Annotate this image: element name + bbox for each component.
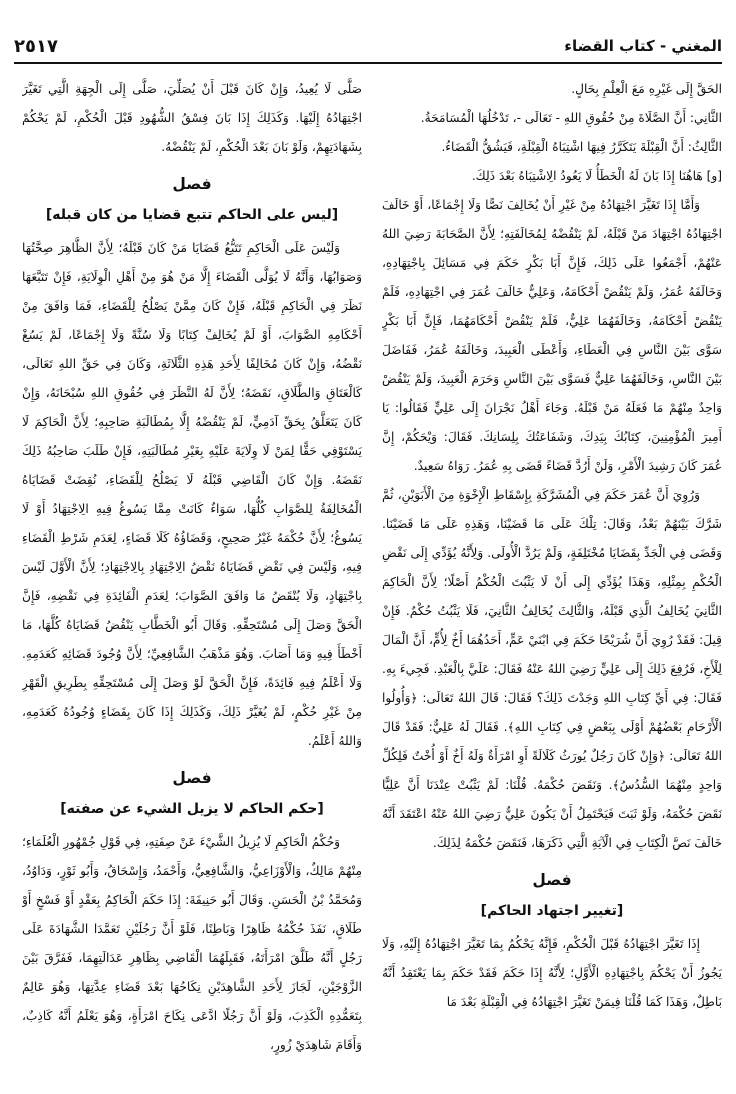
paragraph: صَلَّى لَا يُعِيدُ، وَإِنْ كَانَ قَبْلَ أَنْ يُصَلِّيَ، صَلَّى إِلَى الْجِهَةِ الَّتِي تَغَيَّرَ اجْتِهَادُهُ إِلَيْهَا. وَكَذَلِكَ إِذَا بَانَ فِسْقُ الشُّهُودِ قَبْلَ الْحُكْمِ، لَمْ يَحْكُمْ بِشَهَادَتِهِمْ، وَلَوْ بَانَ بَعْدَ الْحُكْمِ، لَمْ يَنْقُضْهُ. <box>22 82 362 154</box>
paragraph: وَأَمَّا إِذَا تَغَيَّرَ اجْتِهَادُهُ مِنْ غَيْرِ أَنْ يُخَالِفَ نَصًّا وَلَا إِجْمَاعًا، أَوْ خَالَفَ اجْتِهَادُهُ اجْتِهَادَ مَنْ قَبْلَهُ، لَمْ يَنْقُضْهُ لِمُخَالَفَتِهِ؛ لِأَنَّ الصَّحَابَةَ رَضِيَ اللهُ عَنْهُمْ، أَجْمَعُوا عَلَى ذَلِكَ، فَإِنَّ أَبَا بَكْرٍ حَكَمَ فِي مَسَائِلَ بِاجْتِهَادِهِ، وَخَالَفَهُ عُمَرُ، وَلَمْ يَنْقُضْ أَحْكَامَهُ، وَعَلِيٌّ خَالَفَ عُمَرَ فِي اجْتِهَادِهِ، فَلَمْ يَنْقُضْ أَحْكَامَهُ، وَخَالَفَهُمَا عَلِيٌّ، فَلَمْ يَنْقُضْ أَحْكَامَهُمَا، فَإِنَّ أَبَا بَكْرٍ سَوَّى بَيْنَ النَّاسِ فِي الْعَطَاءِ، وَأَعْطَى الْعَبِيدَ، وَخَالَفَهُ عُمَرُ، فَفَاضَلَ بَيْنَ النَّاسِ، وَخَالَفَهُمَا عَلِيٌّ فَسَوَّى بَيْنَ النَّاسِ وَحَرَمَ الْعَبِيدَ، وَلَمْ يَنْقُضْ وَاحِدٌ مِنْهُمْ مَا فَعَلَهُ مَنْ قَبْلَهُ. وَجَاءَ أَهْلُ نَجْرَانَ إِلَى عَلِيٍّ فَقَالُوا: يَا أَمِيرَ الْمُؤْمِنِينَ، كِتَابُكَ بِيَدِكَ، وَشَفَاعَتُكَ بِلِسَانِكَ. فَقَالَ: وَيْحَكُمْ، إِنَّ عُمَرَ كَانَ رَشِيدَ الْأَمْرِ، وَلَنْ أَرُدَّ قَضَاءً قَضَى بِهِ عُمَرُ. رَوَاهُ سَعِيدٌ. <box>382 198 722 473</box>
page-header <box>14 30 722 64</box>
right-column <box>382 75 722 1080</box>
section-heading: فصل <box>532 871 572 889</box>
section-title: [تغيير اجتهاد الحاكم] <box>480 903 624 919</box>
text-line: الثَّالِثُ: أَنَّ الْقِبْلَةَ يَتَكَرَّرُ فِيهَا اشْتِبَاهُ الْقِبْلَةِ، فَيَشُقُّ الْقَضَاءُ. <box>441 140 722 154</box>
paragraph: وَحُكْمُ الْحَاكِمِ لَا يُزِيلُ الشَّيْءَ عَنْ صِفَتِهِ، فِي قَوْلِ جُمْهُورِ الْعُلَمَاءِ؛ مِنْهُمْ مَالِكٌ، وَالْأَوْزَاعِيُّ، وَالشَّافِعِيُّ، وَأَحْمَدُ، وَإِسْحَاقُ، وَأَبُو ثَوْرٍ، وَدَاوُدُ، وَمُحَمَّدُ بْنُ الْحَسَنِ. وَقَالَ أَبُو حَنِيفَةَ: إِذَا حَكَمَ الْحَاكِمُ بِعَقْدٍ أَوْ فَسْخٍ أَوْ طَلَاقٍ، نَفَذَ حُكْمُهُ ظَاهِرًا وَبَاطِنًا، فَلَوْ أَنَّ رَجُلَيْنِ تَعَمَّدَا الشَّهَادَةَ عَلَى رَجُلٍ أَنَّهُ طَلَّقَ امْرَأَتَهُ، فَقَبِلَهُمَا الْقَاضِي بِظَاهِرِ عَدَالَتِهِمَا، فَفَرَّقَ بَيْنَ الزَّوْجَيْنِ، لَجَازَ لِأَحَدِ الشَّاهِدَيْنِ نِكَاحُهَا بَعْدَ قَضَاءِ عِدَّتِهَا، وَهُوَ عَالِمٌ بِتَعَمُّدِهِ الْكَذِبَ، وَلَوْ أَنَّ رَجُلًا ادَّعَى نِكَاحَ امْرَأَةٍ، وَهُوَ يَعْلَمُ أَنَّهُ كَاذِبٌ، وَأَقَامَ شَاهِدَيْ زُورٍ، <box>22 835 362 1052</box>
section-title: [ليس على الحاكم تتبع قضايا من كان قبله] <box>45 207 339 223</box>
text-line: [و] هَاهُنَا إِذَا بَانَ لَهُ الْخَطَأُ لَا يَعُودُ الِاشْتِبَاهُ بَعْدَ ذَلِكَ. <box>471 169 722 183</box>
paragraph: وَلَيْسَ عَلَى الْحَاكِمِ تَتَبُّعُ قَضَايَا مَنْ كَانَ قَبْلَهُ؛ لِأَنَّ الظَّاهِرَ صِحَّتُهَا وَصَوَابُهَا، وَأَنَّهُ لَا يُوَلَّى الْقَضَاءَ إِلَّا مَنْ هُوَ مِنْ أَهْلِ الْوِلَايَةِ، فَإِنْ تَتَبَّعَهَا نَظَرَ فِي الْحَاكِمِ قَبْلَهُ، فَإِنْ كَانَ مِمَّنْ يَصْلُحُ لِلْقَضَاءِ، فَمَا وَافَقَ مِنْ أَحْكَامِهِ الصَّوَابَ، أَوْ لَمْ يُخَالِفْ كِتَابًا وَلَا سُنَّةً وَلَا إِجْمَاعًا، لَمْ يَسُغْ نَقْضُهُ، وَإِنْ كَانَ مُخَالِفًا لِأَحَدِ هَذِهِ الثَّلَاثَةِ، وَكَانَ فِي حَقِّ اللهِ تَعَالَى، كَالْعَتَاقِ وَالطَّلَاقِ، نَقَضَهُ؛ لِأَنَّ لَهُ النَّظَرَ فِي حُقُوقِ اللهِ سُبْحَانَهُ، وَإِنْ كَانَ يَتَعَلَّقُ بِحَقِّ آدَمِيٍّ، لَمْ يَنْقُضْهُ إِلَّا بِمُطَالَبَةِ صَاحِبِهِ؛ لِأَنَّ الْحَاكِمَ لَا يَسْتَوْفِي حَقًّا لِمَنْ لَا وِلَايَةَ عَلَيْهِ بِغَيْرِ مُطَالَبَتِهِ، فَإِنْ طَلَبَ صَاحِبُهُ ذَلِكَ نَقَضَهُ. وَإِنْ كَانَ الْقَاضِي قَبْلَهُ لَا يَصْلُحُ لِلْقَضَاءِ، نُقِضَتْ قَضَايَاهُ الْمُخَالِفَةُ لِلصَّوَابِ كُلُّهَا، سَوَاءٌ كَانَتْ مِمَّا يَسُوغُ فِيهِ الِاجْتِهَادُ أَوْ لَا يَسُوغُ؛ لِأَنَّ حُكْمَهُ غَيْرُ صَحِيحٍ، وَقَضَاؤُهُ كَلَا قَضَاءٍ، لِعَدَمِ شَرْطِ الْقَضَاءِ فِيهِ، وَلَيْسَ فِي نَقْضِ قَضَايَاهُ نَقْضُ الِاجْتِهَادِ بِالِاجْتِهَادِ؛ لِأَنَّ الْأَوَّلَ لَيْسَ بِاجْتِهَادٍ، وَلَا يُنْقَضُ مَا وَافَقَ الصَّوَابَ؛ لِعَدَمِ الْفَائِدَةِ فِي نَقْضِهِ، فَإِنَّ الْحَقَّ وَصَلَ إِلَى مُسْتَحِقِّهِ. وَقَالَ أَبُو الْخَطَّابِ يَنْقُضُ قَضَايَاهُ كُلَّهَا، مَا أَخْطَأَ فِيهِ وَمَا أَصَابَ. وَهُوَ مَذْهَبُ الشَّافِعِيِّ؛ لِأَنَّ وُجُودَ قَضَائِهِ كَعَدَمِهِ. وَلَا أَعْلَمُ فِيهِ فَائِدَةً، فَإِنَّ الْحَقَّ لَوْ وَصَلَ إِلَى مُسْتَحِقِّهِ بِطَرِيقِ الْقَهْرِ مِنْ غَيْرِ حُكْمٍ، لَمْ يُغَيَّرْ ذَلِكَ، وَكَذَلِكَ إِذَا كَانَ بِقَضَاءٍ وُجُودُهُ كَعَدَمِهِ، وَاللهُ أَعْلَمُ. <box>22 241 362 748</box>
left-column <box>22 75 362 1080</box>
page-number: ٢٥١٧ <box>14 35 58 57</box>
paragraph: إِذَا تَغَيَّرَ اجْتِهَادُهُ قَبْلَ الْحُكْمِ، فَإِنَّهُ يَحْكُمُ بِمَا تَغَيَّرَ اجْتِهَادُهُ إِلَيْهِ، وَلَا يَجُوزُ أَنْ يَحْكُمَ بِاجْتِهَادِهِ الْأَوَّلِ؛ لِأَنَّهُ إِذَا حَكَمَ فَقَدْ حَكَمَ بِمَا يَعْتَقِدُ أَنَّهُ بَاطِلٌ، وَهَذَا كَمَا قُلْنَا فِيمَنْ تَغَيَّرَ اجْتِهَادُهُ فِي الْقِبْلَةِ بَعْدَ مَا <box>382 937 722 1009</box>
paragraph: وَرُوِيَ أَنَّ عُمَرَ حَكَمَ فِي الْمُشَرَّكَةِ بِإِسْقَاطِ الْإِخْوَةِ مِنَ الْأَبَوَيْنِ، ثُمَّ شَرَّكَ بَيْنَهُمْ بَعْدُ، وَقَالَ: تِلْكَ عَلَى مَا قَضَيْنَا، وَهَذِهِ عَلَى مَا قَضَيْنَا. وَقَضَى فِي الْجَدِّ بِقَضَايَا مُخْتَلِفَةٍ، وَلَمْ يَرُدَّ الْأُولَى. وَلِأَنَّهُ يُؤَدِّي إِلَى نَقْضِ الْحُكْمِ بِمِثْلِهِ، وَهَذَا يُؤَدِّي إِلَى أَنْ لَا يَثْبُتَ الْحُكْمُ أَصْلًا؛ لِأَنَّ الْحَاكِمَ الثَّانِيَ يُخَالِفُ الَّذِي قَبْلَهُ، وَالثَّالِثَ يُخَالِفُ الثَّانِيَ، فَلَا يَثْبُتُ حُكْمٌ. فَإِنْ قِيلَ: فَقَدْ رُوِيَ أَنَّ شُرَيْحًا حَكَمَ فِي ابْنَيْ عَمٍّ، أَحَدُهُمَا أَخٌ لِأُمٍّ، أَنَّ الْمَالَ لِلْأَخِ، فَرُفِعَ ذَلِكَ إِلَى عَلِيٍّ رَضِيَ اللهُ عَنْهُ فَقَالَ: عَلَيَّ بِالْعَبْدِ. فَجِيءَ بِهِ. فَقَالَ: فِي أَيِّ كِتَابِ اللهِ وَجَدْتَ ذَلِكَ؟ فَقَالَ: قَالَ اللهُ تَعَالَى: ﴿وَأُولُوا الْأَرْحَامِ بَعْضُهُمْ أَوْلَى بِبَعْضٍ فِي كِتَابِ اللهِ﴾. فَقَالَ لَهُ عَلِيٌّ: فَقَدْ قَالَ اللهُ تَعَالَى: ﴿وَإِنْ كَانَ رَجُلٌ يُورَثُ كَلَالَةً أَوِ امْرَأَةٌ وَلَهُ أَخٌ أَوْ أُخْتٌ فَلِكُلِّ وَاحِدٍ مِنْهُمَا السُّدُسُ﴾. وَنَقَضَ حُكْمَهُ. قُلْنَا: لَمْ يَثْبُتْ عِنْدَنَا أَنَّ عَلِيًّا نَقَضَ حُكْمَهُ، وَلَوْ ثَبَتَ فَيَحْتَمِلُ أَنْ يَكُونَ عَلِيٌّ رَضِيَ اللهُ عَنْهُ اعْتَقَدَ أَنَّهُ خَالَفَ نَصَّ الْكِتَابِ فِي الْآيَةِ الَّتِي ذَكَرَهَا، فَنَقَضَ حُكْمَهُ لِذَلِكَ. <box>382 488 722 850</box>
running-title: المغني - كتاب القضاء <box>564 37 722 55</box>
text-line: الثَّانِي: أَنَّ الصَّلَاةَ مِنْ حُقُوقِ اللهِ - تَعَالَى -، تَدْخُلُهَا الْمُسَامَحَةُ. <box>420 111 722 125</box>
section-title: [حكم الحاكم لا يزيل الشيء عن صفته] <box>60 801 324 817</box>
section-heading: فصل <box>172 175 212 193</box>
text-line: الحَقَّ إِلَى غَيْرِهِ مَعَ الْعِلْمِ بِحَالٍ. <box>571 82 722 96</box>
section-heading: فصل <box>172 769 212 787</box>
